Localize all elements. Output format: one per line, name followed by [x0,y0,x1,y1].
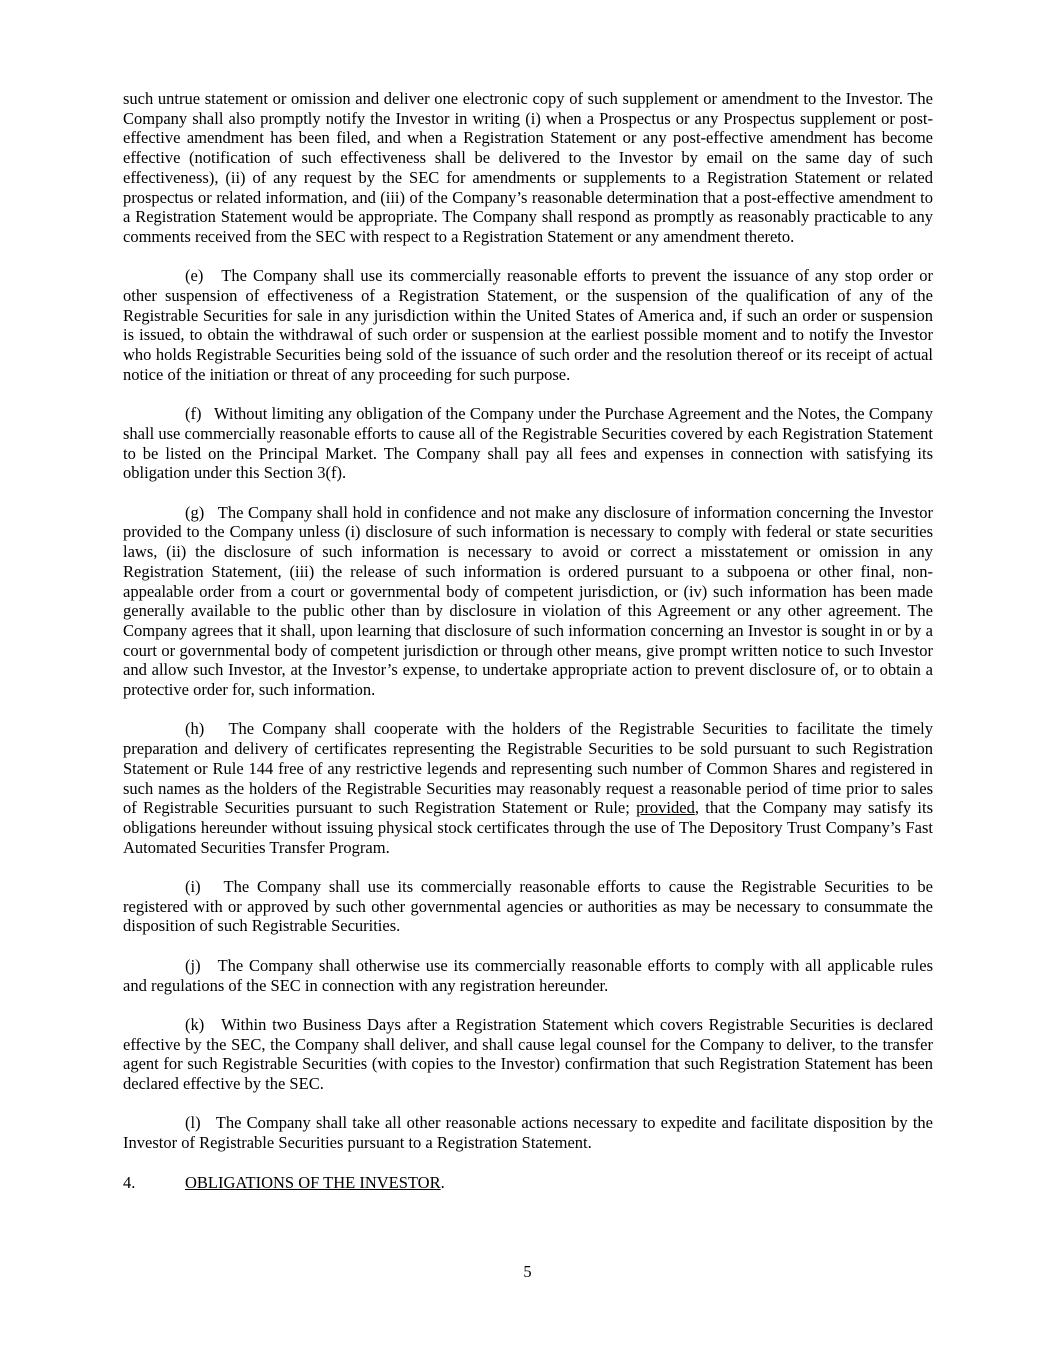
paragraph-h-pre: (h) The Company shall cooperate with the holders of the Registrable Securities to facilitate the timely preparation and delivery of certificates representing the Registrable Securities to be sold pursuant to such Registration Statement or Rule 144 free of any restrictive legends and representing such number of Common Shares and registered in such names as the holders of the Registrable Securities may reasonably request a reasonable period of time prior to sales of Registrable Securities pursuant to such Registration Statement or Rule; [123,719,933,818]
section-heading-number: 4. [123,1172,136,1192]
paragraph-h [123,719,933,857]
section-heading [123,1173,933,1193]
paragraph-j: (j) The Company shall otherwise use its commercially reasonable efforts to comply with all applicable rules and regulations of the SEC in connection with any registration hereunder. [123,955,933,995]
paragraph-g: (g) The Company shall hold in confidence and not make any disclosure of information concerning the Investor provided to the Company unless (i) disclosure of such information is necessary to comply with federal or state securities laws, (ii) the disclosure of such information is necessary to avoid or correct a misstatement or omission in any Registration Statement, (iii) the release of such information is ordered pursuant to a subpoena or other final, non-appealable order from a court or governmental body of competent jurisdiction, or (iv) such information has been made generally available to the public other than by disclosure in violation of this Agreement or any other agreement. The Company agrees that it shall, upon learning that disclosure of such information concerning an Investor is sought in or by a court or governmental body of competent jurisdiction or through other means, give prompt written notice to such Investor and allow such Investor, at the Investor’s expense, to undertake appropriate action to prevent disclosure of, or to obtain a protective order for, such information. [123,502,933,700]
paragraph-i: (i) The Company shall use its commercially reasonable efforts to cause the Registrable Securities to be registered with or approved by such other governmental agencies or authorities as may be necessary to consummate the disposition of such Registrable Securities. [123,877,933,936]
paragraph-e: (e) The Company shall use its commercially reasonable efforts to prevent the issuance of any stop order or other suspension of effectiveness of a Registration Statement, or the suspension of the qualification of any of the Registrable Securities for sale in any jurisdiction within the United States of America and, if such an order or suspension is issued, to obtain the withdrawal of such order or suspension at the earliest possible moment and to notify the Investor who holds Registrable Securities being sold of the issuance of such order and the resolution thereof or its receipt of actual notice of the initiation or threat of any proceeding for such purpose. [123,266,933,384]
paragraph-h-underlined-word: provided [636,798,695,818]
paragraph-h-post: , that the Company may satisfy its obligations hereunder without issuing physical stock certificates through the use of The Depository Trust Company’s Fast Automated Securities Transfer Program. [123,798,933,857]
document-body [123,89,933,1192]
section-heading-period: . [440,1172,445,1192]
paragraph-continuation: such untrue statement or omission and deliver one electronic copy of such supplement or amendment to the Investor. The Company shall also promptly notify the Investor in writing (i) when a Prospectus or any Prospectus supplement or post-effective amendment has been filed, and when a Registration Statement or any post-effective amendment has become effective (notification of such effectiveness shall be delivered to the Investor by email on the same day of such effectiveness), (ii) of any request by the SEC for amendments or supplements to a Registration Statement or related prospectus or related information, and (iii) of the Company’s reasonable determination that a post-effective amendment to a Registration Statement would be appropriate. The Company shall respond as promptly as reasonably practicable to any comments received from the SEC with respect to a Registration Statement or any amendment thereto. [123,89,933,246]
paragraph-l: (l) The Company shall take all other reasonable actions necessary to expedite and facilitate disposition by the Investor of Registrable Securities pursuant to a Registration Statement. [123,1113,933,1153]
page-number: 5 [523,1262,532,1281]
paragraph-f: (f) Without limiting any obligation of the Company under the Purchase Agreement and the Notes, the Company shall use commercially reasonable efforts to cause all of the Registrable Securities covered by each Registration Statement to be listed on the Principal Market. The Company shall pay all fees and expenses in connection with satisfying its obligation under this Section 3(f). [123,404,933,483]
section-heading-title: OBLIGATIONS OF THE INVESTOR [185,1172,441,1192]
paragraph-k: (k) Within two Business Days after a Registration Statement which covers Registrable Securities is declared effective by the SEC, the Company shall deliver, and shall cause legal counsel for the Company to deliver, to the transfer agent for such Registrable Securities (with copies to the Investor) confirmation that such Registration Statement has been declared effective by the SEC. [123,1014,933,1094]
